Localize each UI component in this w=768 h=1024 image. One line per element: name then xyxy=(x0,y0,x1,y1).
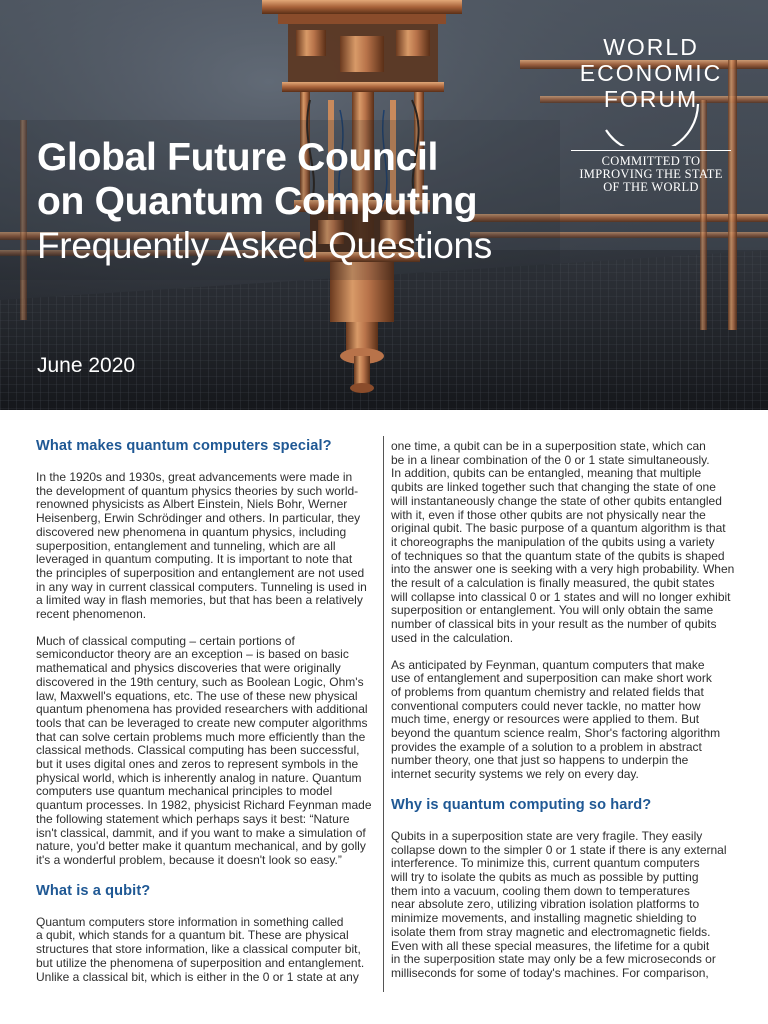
text-line: Even with all these special measures, the lifetime for a qubit xyxy=(391,938,710,953)
paragraph xyxy=(36,470,367,622)
text-line: Unlike a classical bit, which is either in the 0 or 1 state at any xyxy=(36,969,359,984)
text-line: discovered in the 19th century, such as Boolean Logic, Ohm's xyxy=(36,674,364,689)
text-line: a limited way in flash memories, but that has been a relatively xyxy=(36,593,363,608)
title-line-2: on Quantum Computing xyxy=(37,180,478,223)
report-title xyxy=(37,136,492,268)
text-line: leveraged in quantum computing. It is important to note that xyxy=(36,552,353,567)
text-line: quantum phenomena has provided researchers with additional xyxy=(36,702,368,717)
text-line: Quantum computers store information in something called xyxy=(36,914,344,929)
logo-divider xyxy=(571,150,731,151)
wef-arc-icon xyxy=(566,34,736,146)
logo-tagline xyxy=(566,155,736,194)
text-line: structures that store information, like a classical computer bit, xyxy=(36,942,361,957)
text-line: will collapse into classical 0 or 1 states and will no longer exhibit xyxy=(391,589,731,604)
left-column xyxy=(36,436,372,984)
text-line: that can solve certain problems much more efficiently than the xyxy=(36,729,366,744)
logo-word-world: WORLD xyxy=(603,34,699,60)
text-line: the following statement which perhaps says it best: “Nature xyxy=(36,811,350,826)
text-line: in the superposition state may only be a few microseconds or xyxy=(391,952,716,967)
text-line: near absolute zero, utilizing vibration isolation platforms to xyxy=(391,897,700,912)
text-line: it choreographs the manipulation of the qubits using a variety xyxy=(391,534,715,549)
text-line: provides the example of a solution to a problem in abstract xyxy=(391,739,702,754)
text-line: Qubits in a superposition state are very fragile. They easily xyxy=(391,828,703,843)
paragraph xyxy=(36,914,365,985)
paragraph xyxy=(391,440,733,646)
text-line: it's a wonderful problem, because it doesn't look so easy.” xyxy=(36,852,342,867)
text-line: superposition, entanglement and tunneling, which are all xyxy=(36,538,336,553)
text-line: superposition or entanglement. You will only obtain the same xyxy=(391,603,714,618)
text-line: into the answer one is seeking with a very high probability. When xyxy=(391,562,735,577)
text-line: interference. To minimize this, current quantum computers xyxy=(391,856,700,871)
publication-date: June 2020 xyxy=(37,354,136,377)
text-line: will try to isolate the qubits as much as possible by putting xyxy=(391,869,699,884)
paragraph xyxy=(391,659,733,782)
text-line: number of classical bits in your result as the number of qubits xyxy=(391,617,717,632)
text-line: collapse down to the simpler 0 or 1 state if there is any external xyxy=(391,842,727,857)
title-line-1: Global Future Council xyxy=(37,136,439,179)
text-line: of techniques so that the quantum state of the qubits is shaped xyxy=(391,548,725,563)
text-line: beyond the quantum science realm, Shor's factoring algorithm xyxy=(391,726,721,741)
text-line: in any way in current classical computers. Tunneling is used in xyxy=(36,579,367,594)
text-line: discovered new phenomena in quantum physics, including xyxy=(36,524,347,539)
paragraph xyxy=(36,633,372,868)
text-line: with it, even if those other qubits are not physically near the xyxy=(391,507,706,522)
text-line: Heisenberg, Erwin Schrödinger and others. In particular, they xyxy=(36,511,361,526)
text-line: minimize movements, and installing magnetic shielding to xyxy=(391,911,697,926)
text-line: conventional computers could never tackle, no matter how xyxy=(391,698,701,713)
text-line: physical world, which is inherently analog in nature. Quantum xyxy=(36,770,362,785)
text-line: semiconductor theory are an exception – is based on basic xyxy=(36,647,349,662)
text-line: Much of classical computing – certain portions of xyxy=(36,633,295,648)
text-line: be in a linear combination of the 0 or 1 state simultaneously. xyxy=(391,452,710,467)
text-line: original qubit. The basic purpose of a quantum algorithm is that xyxy=(391,521,726,536)
text-line: the principles of superposition and entanglement are not used xyxy=(36,565,365,580)
text-line: In the 1920s and 1930s, great advancements were made in xyxy=(36,470,353,484)
text-line: one time, a qubit can be in a superposition state, which can xyxy=(391,439,706,453)
section-heading-qubit: What is a qubit? xyxy=(36,882,151,899)
section-heading-special: What makes quantum computers special? xyxy=(36,438,332,454)
cover-image xyxy=(0,0,768,410)
text-line: much time, energy or resources were applied to them. But xyxy=(391,712,700,727)
text-line: a qubit, which stands for a quantum bit. These are physical xyxy=(36,928,349,943)
text-line: recent phenomenon. xyxy=(36,607,147,622)
logo-word-forum: FORUM xyxy=(603,86,699,112)
right-column xyxy=(391,440,733,981)
text-line: number theory, one that just so happens to underpin the xyxy=(391,753,689,768)
text-line: use of entanglement and superposition can make short work xyxy=(391,671,712,686)
text-line: but utilize the phenomena of superposition and entanglement. xyxy=(36,955,365,970)
text-line: computers use quantum mechanical principles to model xyxy=(36,784,333,799)
tagline-line-2: IMPROVING THE STATE xyxy=(579,167,723,181)
text-line: In addition, qubits can be entangled, meaning that multiple xyxy=(391,466,702,481)
text-line: isn't classical, dammit, and if you want to make a simulation of xyxy=(36,825,366,840)
text-line: nature, you'd better make it quantum mechanical, and by golly xyxy=(36,839,366,854)
logo-word-economic: ECONOMIC xyxy=(579,60,723,86)
text-line: qubits are linked together such that changing the state of one xyxy=(391,480,716,495)
text-line: but it uses digital ones and zeros to represent symbols in the xyxy=(36,757,359,772)
text-line: tools that can be leveraged to create new computer algorithms xyxy=(36,715,368,730)
tagline-line-3: OF THE WORLD xyxy=(603,180,699,194)
subtitle: Frequently Asked Questions xyxy=(37,225,492,266)
text-line: the development of quantum physics theories by such world- xyxy=(36,483,359,498)
text-line: quantum processes. In 1982, physicist Richard Feynman made xyxy=(36,798,372,813)
text-line: used in the calculation. xyxy=(391,630,514,645)
text-line: renowned physicists as Albert Einstein, Niels Bohr, Werner xyxy=(36,497,348,512)
section-heading-hard: Why is quantum computing so hard? xyxy=(391,796,652,813)
text-line: them into a vacuum, cooling them down to temperatures xyxy=(391,883,690,898)
text-line: mathematical and physics discoveries that were originally xyxy=(36,661,341,676)
text-line: the result of a calculation is finally measured, the qubit states xyxy=(391,576,715,591)
text-line: classical methods. Classical computing has been successful, xyxy=(36,743,360,758)
text-line: As anticipated by Feynman, quantum computers that make xyxy=(391,657,705,672)
column-divider xyxy=(383,436,384,992)
text-line: milliseconds for some of today's machines. For comparison, xyxy=(391,965,709,980)
text-line: will instantaneously change the state of other qubits entangled xyxy=(391,493,722,508)
text-line: isolate them from stray magnetic and electromagnetic fields. xyxy=(391,924,711,939)
text-line: of problems from quantum chemistry and related fields that xyxy=(391,684,704,699)
world-economic-forum-logo xyxy=(566,34,736,194)
text-line: law, Maxwell's equations, etc. The use of these new physical xyxy=(36,688,358,703)
text-line: internet security systems we rely on every day. xyxy=(391,767,639,782)
paragraph xyxy=(391,830,733,981)
tagline-line-1: COMMITTED TO xyxy=(601,154,701,168)
